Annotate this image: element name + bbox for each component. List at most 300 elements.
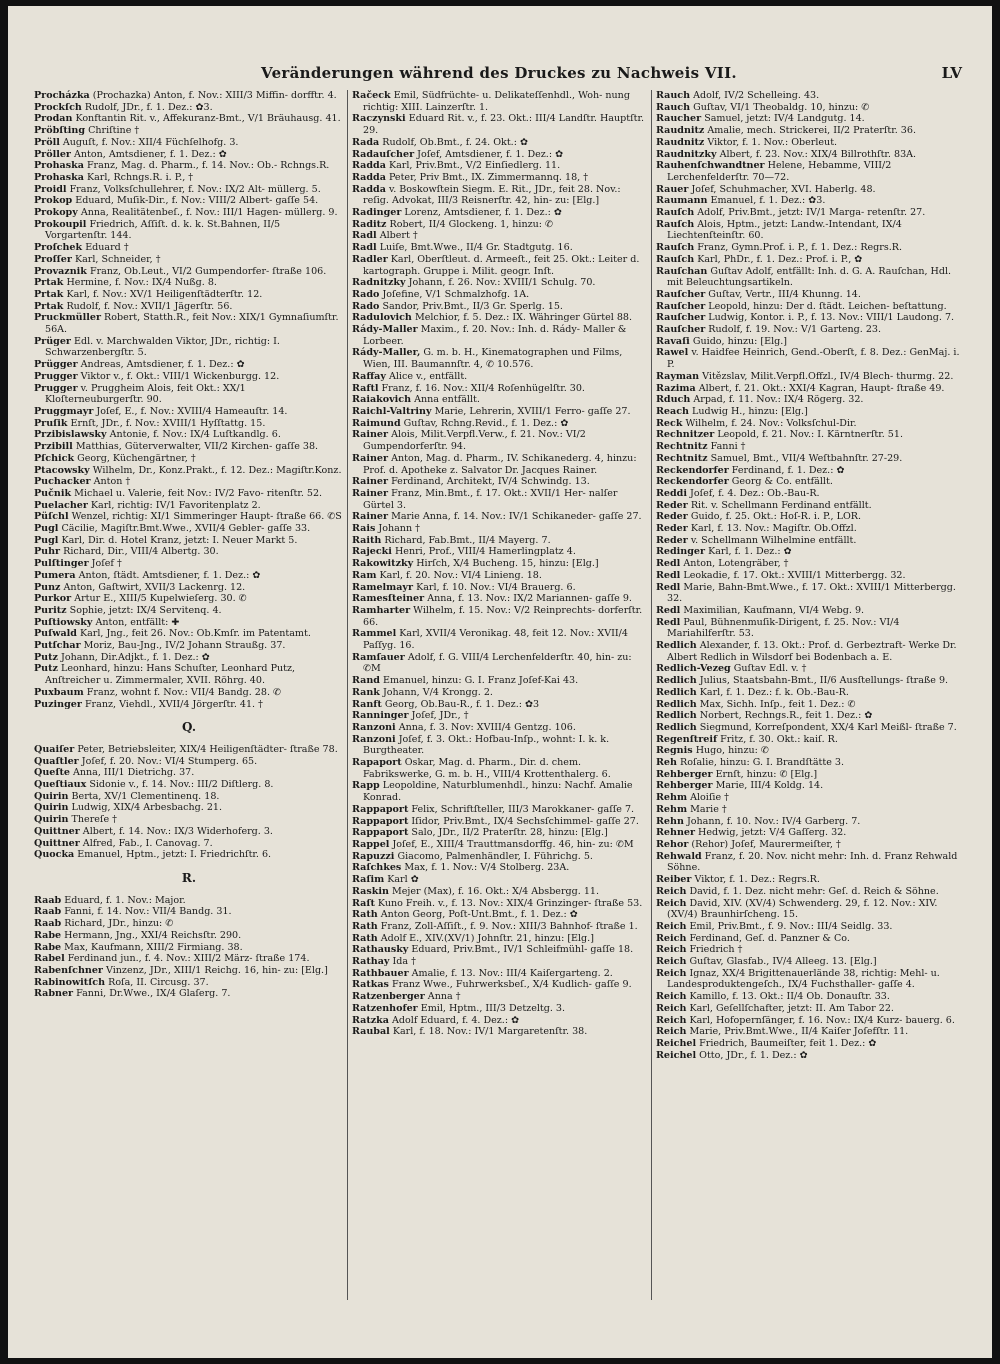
directory-entry bbox=[34, 942, 344, 954]
entry-surname: Prüger bbox=[34, 335, 71, 347]
entry-details: v. Schellmann Wilhelmine entfällt. bbox=[690, 534, 857, 546]
entry-surname: Reich bbox=[656, 967, 687, 979]
directory-entry bbox=[352, 780, 648, 803]
entry-surname: Reich bbox=[656, 991, 687, 1003]
entry-details: Franz, f. 20. Nov. nicht mehr: Inh. d. Franz Rehwald Söhne. bbox=[667, 850, 958, 874]
directory-entry bbox=[656, 710, 970, 722]
entry-surname: Rado bbox=[352, 288, 380, 300]
directory-entry bbox=[352, 347, 648, 370]
entry-details: Friedrich † bbox=[689, 944, 743, 956]
entry-surname: Radauſcher bbox=[352, 148, 415, 160]
directory-entry bbox=[34, 779, 344, 791]
directory-entry bbox=[34, 113, 344, 125]
entry-surname: Rauſch bbox=[656, 242, 695, 254]
directory-entry bbox=[34, 744, 344, 756]
entry-surname: Rainer bbox=[352, 452, 389, 464]
entry-details: Konftantin Rit. v., Affekuranz-Bmt., V/1 Bräuhausg. 41. bbox=[75, 113, 341, 125]
directory-entry bbox=[352, 839, 648, 851]
entry-surname: Reiber bbox=[656, 874, 692, 886]
entry-surname: Radulovich bbox=[352, 312, 412, 324]
directory-entry bbox=[352, 1026, 648, 1038]
entry-surname: Rehm bbox=[656, 792, 688, 804]
entry-details: Vitězslav, Milit.Verpfl.Offzl., IV/4 Blech- thurmg. 22. bbox=[702, 370, 954, 382]
entry-details: Leopold, hinzu: Der d. ſtädt. Leichen- beſtattung. bbox=[708, 300, 947, 312]
directory-entry bbox=[352, 242, 648, 254]
entry-details: Rit. v. Schellmann Ferdinand entfällt. bbox=[690, 499, 872, 511]
entry-details: Joſef, E., f. Nov.: XVIII/4 Hameauſtr. 14. bbox=[96, 405, 288, 417]
entry-details: Sidonie v., f. 14. Nov.: III/2 Diſtlerg. 8. bbox=[89, 779, 274, 791]
entry-surname: Pučnik bbox=[34, 487, 72, 499]
directory-entry bbox=[352, 558, 648, 570]
entry-details: Emil, Hptm., III/3 Detzeltg. 3. bbox=[420, 1002, 566, 1014]
entry-details: Max, Sichh. Inſp., feit 1. Dez.: ✆ bbox=[699, 698, 856, 710]
entry-details: Rudolf, JDr., f. 1. Dez.: ✿3. bbox=[84, 101, 213, 113]
entry-surname: Prokoupil bbox=[34, 218, 87, 230]
entry-surname: Rado bbox=[352, 300, 380, 312]
entry-surname: Prodan bbox=[34, 113, 73, 125]
entry-surname: Ramharter bbox=[352, 604, 411, 616]
section-heading: Q. bbox=[181, 720, 197, 735]
entry-surname: Ratzenberger bbox=[352, 991, 425, 1003]
entry-surname: Rand bbox=[352, 675, 380, 687]
directory-entry bbox=[656, 312, 970, 324]
entry-details: Mejer (Max), f. 16. Okt.: X/4 Absbergg. 11. bbox=[391, 885, 599, 897]
entry-details: (Rehor) Joſef, Maurermeiſter, † bbox=[691, 839, 841, 850]
directory-entry bbox=[352, 652, 648, 675]
entry-surname: Radda bbox=[352, 171, 386, 183]
directory-entry bbox=[34, 663, 344, 686]
directory-entry bbox=[352, 593, 648, 605]
directory-entry bbox=[656, 558, 970, 570]
entry-surname: Ramelmayr bbox=[352, 581, 414, 593]
entry-details: Robert, Statth.R., feit Nov.: XIX/1 Gymnaſiumſtr. 56A. bbox=[45, 312, 339, 336]
entry-surname: Rechnitzer bbox=[656, 429, 715, 441]
directory-entry bbox=[34, 570, 344, 582]
directory-entry bbox=[656, 254, 970, 266]
entry-surname: Quirin bbox=[34, 790, 69, 802]
entry-details: Hermine, f. Nov.: IX/4 Nußg. 8. bbox=[66, 277, 217, 289]
directory-entry bbox=[34, 535, 344, 547]
entry-surname: Regenſtreif bbox=[656, 733, 718, 745]
entry-details: Fritz, f. 30. Okt.: kaiſ. R. bbox=[720, 733, 838, 745]
entry-details: Anton, Lotengräber, † bbox=[683, 558, 789, 570]
directory-entry bbox=[34, 791, 344, 803]
directory-entry bbox=[34, 930, 344, 942]
entry-surname: Rainer bbox=[352, 487, 389, 499]
directory-entry bbox=[352, 149, 648, 161]
entry-surname: Pruckmüller bbox=[34, 312, 101, 324]
entry-details: Emanuel, Hptm., jetzt: I. Friedrichſtr. 6. bbox=[77, 849, 272, 861]
directory-entry bbox=[656, 429, 970, 441]
directory-entry bbox=[34, 826, 344, 838]
entry-surname: Rauſchan bbox=[656, 265, 708, 277]
entry-surname: Quittner bbox=[34, 825, 80, 837]
entry-details: Ludwig H., hinzu: [Elg.] bbox=[692, 405, 808, 417]
directory-entry bbox=[34, 699, 344, 711]
entry-surname: Rappaport bbox=[352, 803, 409, 815]
directory-entry bbox=[352, 312, 648, 324]
directory-entry bbox=[34, 160, 344, 172]
directory-entry bbox=[34, 429, 344, 441]
directory-entry bbox=[34, 895, 344, 907]
directory-entry bbox=[656, 851, 970, 874]
entry-details: Samuel, jetzt: IV/4 Landgutg. 14. bbox=[704, 113, 865, 125]
directory-entry bbox=[352, 874, 648, 886]
directory-entry bbox=[34, 125, 344, 137]
entry-surname: Redl bbox=[656, 604, 681, 616]
entry-details: Karl, f. Nov.: XV/1 Heiligenſtädterſtr. 12. bbox=[66, 288, 263, 300]
directory-entry bbox=[352, 219, 648, 231]
directory-entry bbox=[656, 523, 970, 535]
entry-surname: Raimund bbox=[352, 417, 401, 429]
directory-entry bbox=[656, 898, 970, 921]
entry-details: Joſef, Schuhmacher, XVI. Haberlg. 48. bbox=[691, 183, 876, 195]
entry-details: Maxim., f. 20. Nov.: Inh. d. Rády- Maller & Lorbeer. bbox=[363, 324, 627, 347]
directory-entry bbox=[352, 301, 648, 313]
directory-entry bbox=[34, 336, 344, 359]
entry-surname: Redlich bbox=[656, 686, 697, 698]
entry-details: Marie Anna, f. 14. Nov.: IV/1 Schikaneder- gaſſe 27. bbox=[391, 511, 642, 523]
entry-details: Thereſe † bbox=[71, 814, 117, 826]
entry-surname: Rauſcher bbox=[656, 288, 706, 300]
entry-details: Anton † bbox=[93, 476, 131, 488]
entry-details: Emanuel, f. 1. Dez.: ✿3. bbox=[710, 195, 826, 207]
directory-entry bbox=[352, 1003, 648, 1015]
directory-entry bbox=[656, 289, 970, 301]
directory-entry bbox=[352, 324, 648, 347]
entry-surname: Rath bbox=[352, 932, 378, 944]
entry-details: Arpad, f. 11. Nov.: IX/4 Rögerg. 32. bbox=[693, 394, 864, 406]
directory-entry bbox=[352, 734, 648, 757]
entry-details: Otto, JDr., f. 1. Dez.: ✿ bbox=[699, 1049, 808, 1061]
entry-details: Luiſe, Bmt.Wwe., II/4 Gr. Stadtgutg. 16. bbox=[379, 242, 573, 254]
entry-details: Karl, Dir. d. Hotel Kranz, jetzt: I. Neuer Markt 5. bbox=[61, 534, 298, 546]
entry-details: Michael u. Valerie, feit Nov.: IV/2 Favo- ritenſtr. 52. bbox=[74, 487, 323, 499]
entry-details: Sandor, Priv.Bmt., II/3 Gr. Sperlg. 15. bbox=[382, 300, 563, 312]
directory-entry bbox=[656, 1015, 970, 1027]
directory-entry bbox=[352, 909, 648, 921]
column-3 bbox=[656, 90, 970, 1352]
entry-details: Max, Kaufmann, XIII/2 Firmiang. 38. bbox=[64, 941, 243, 953]
entry-details: Marie, III/4 Koldg. 14. bbox=[715, 780, 824, 792]
directory-entry bbox=[34, 207, 344, 219]
directory-entry bbox=[352, 277, 648, 289]
entry-details: Franz, Volksſchullehrer, f. Nov.: IX/2 Alt- müllerg. 5. bbox=[69, 183, 321, 195]
entry-details: Wilhelm, f. 24. Nov.: Volksſchul-Dir. bbox=[685, 417, 857, 429]
entry-surname: Raab bbox=[34, 918, 62, 930]
entry-details: (Prochazka) Anton, f. Nov.: XIII/3 Miffin- dorfftr. 4. bbox=[92, 90, 337, 101]
entry-details: Auguſt, f. Nov.: XII/4 Füchſelhofg. 3. bbox=[62, 136, 239, 148]
directory-entry bbox=[656, 113, 970, 125]
entry-details: Andreas, Amtsdiener, f. 1. Dez.: ✿ bbox=[80, 359, 245, 371]
directory-entry bbox=[656, 874, 970, 886]
directory-entry bbox=[34, 617, 344, 629]
entry-surname: Rehn bbox=[656, 815, 684, 827]
entry-surname: Queſte bbox=[34, 767, 70, 779]
entry-details: Leokadie, f. 17. Okt.: XVIII/1 Mitterbergg. 32. bbox=[683, 569, 906, 581]
directory-entry bbox=[34, 977, 344, 989]
directory-entry bbox=[34, 277, 344, 289]
entry-details: Friedrich, Aſſiſt. d. k. k. St.Bahnen, II/5 Vorgartenſtr. 144. bbox=[45, 218, 281, 242]
column-rule bbox=[347, 90, 348, 1300]
directory-entry bbox=[34, 488, 344, 500]
directory-entry bbox=[34, 500, 344, 512]
entry-details: Johann, f. 26. Nov.: XVIII/1 Schulg. 70. bbox=[408, 277, 596, 289]
directory-entry bbox=[352, 898, 648, 910]
entry-details: Emanuel, hinzu: G. I. Franz Joſef-Kai 43. bbox=[383, 675, 579, 687]
directory-entry bbox=[656, 383, 970, 395]
entry-details: Chriſtine † bbox=[88, 125, 140, 137]
entry-surname: Radda bbox=[352, 160, 386, 172]
section-heading: R. bbox=[181, 871, 197, 885]
directory-entry bbox=[352, 699, 648, 711]
directory-entry bbox=[656, 745, 970, 757]
entry-surname: Raith bbox=[352, 534, 382, 546]
entry-surname: Redl bbox=[656, 581, 681, 593]
entry-surname: Reddi bbox=[656, 487, 687, 499]
directory-entry bbox=[352, 827, 648, 839]
entry-details: Anton, ſtädt. Amtsdiener, f. 1. Dez.: ✿ bbox=[78, 569, 261, 581]
entry-surname: Rabe bbox=[34, 941, 62, 953]
entry-details: Richard, Dir., VIII/4 Albertg. 30. bbox=[63, 546, 219, 558]
entry-details: Franz Wwe., Fuhrwerksbeſ., X/4 Kudlich- gaſſe 9. bbox=[391, 979, 632, 991]
entry-details: Guido, f. 25. Okt.: Hoſ-R. i. P., LOR. bbox=[690, 511, 862, 523]
directory-entry bbox=[352, 921, 648, 933]
entry-details: Franz, Gymn.Prof. i. P., f. 1. Dez.: Regrs.R. bbox=[697, 242, 902, 254]
entry-details: Emil, Priv.Bmt., f. 9. Nov.: III/4 Seidlg. 33. bbox=[689, 920, 893, 932]
entry-details: Samuel, Bmt., VII/4 Weſtbahnſtr. 27-29. bbox=[710, 452, 903, 464]
directory-entry bbox=[352, 605, 648, 628]
entry-surname: Prohaska bbox=[34, 171, 84, 183]
entry-details: Norbert, Rechngs.R., feit 1. Dez.: ✿ bbox=[699, 710, 873, 722]
entry-details: Joſefine, V/1 Schmalzhofg. 1A. bbox=[382, 288, 530, 300]
entry-details: Albert, f. 21. Okt.: XXI/4 Kagran, Haupt- ſtraße 49. bbox=[698, 382, 945, 394]
directory-entry bbox=[34, 906, 344, 918]
entry-surname: Rabinowitſch bbox=[34, 976, 106, 988]
directory-entry bbox=[656, 102, 970, 114]
entry-surname: Radinger bbox=[352, 207, 402, 219]
directory-entry bbox=[352, 956, 648, 968]
entry-surname: Redl bbox=[656, 569, 681, 581]
entry-details: Karl, Hofopernſänger, f. 16. Nov.: IX/4 Kurz- bauerg. 6. bbox=[689, 1014, 955, 1026]
entry-surname: Prohaska bbox=[34, 160, 84, 172]
entry-details: Franz, Viehdl., XVII/4 Jörgerſtr. 41. † bbox=[84, 698, 263, 710]
directory-entry bbox=[656, 582, 970, 605]
entry-surname: Rády-Maller bbox=[352, 324, 418, 336]
directory-entry bbox=[34, 254, 344, 266]
entry-surname: Redlich bbox=[656, 710, 697, 722]
entry-details: Anton, Amtsdiener, f. 1. Dez.: ✿ bbox=[73, 148, 227, 160]
entry-surname: Raab bbox=[34, 894, 62, 906]
directory-entry bbox=[352, 383, 648, 395]
directory-entry bbox=[34, 767, 344, 779]
entry-surname: Prügger bbox=[34, 359, 78, 371]
entry-details: Ernſt, hinzu: ✆ [Elg.] bbox=[715, 768, 818, 780]
entry-details: Kuno Freih. v., f. 13. Nov.: XIX/4 Grinzinger- ſtraße 53. bbox=[377, 897, 643, 909]
entry-details: Anton Georg, Poſt-Unt.Bmt., f. 1. Dez.: ✿ bbox=[380, 909, 578, 921]
entry-details: Guſtav Edl. v. † bbox=[733, 663, 807, 675]
entry-details: Karl, f. 13. Nov.: Magiſtr. Ob.Offzl. bbox=[690, 523, 857, 535]
entry-surname: Reich bbox=[656, 956, 687, 968]
entry-surname: Raskin bbox=[352, 885, 389, 897]
entry-surname: Puxbaum bbox=[34, 686, 84, 698]
entry-details: Karl ✿ bbox=[387, 874, 419, 886]
entry-surname: Redlich bbox=[656, 675, 697, 687]
directory-entry bbox=[34, 605, 344, 617]
entry-details: Robert, II/4 Glockeng. 1, hinzu: ✆ bbox=[389, 218, 554, 230]
entry-surname: Rabel bbox=[34, 953, 65, 965]
entry-details: Moriz, Bau-Jng., IV/2 Johann Straußg. 37. bbox=[83, 640, 286, 652]
entry-surname: Rehwald bbox=[656, 850, 702, 862]
directory-entry bbox=[656, 347, 970, 370]
entry-details: Ida † bbox=[392, 956, 416, 968]
entry-details: Maximilian, Kaufmann, VI/4 Webg. 9. bbox=[683, 604, 865, 616]
entry-surname: Rainer bbox=[352, 476, 389, 488]
directory-entry bbox=[34, 242, 344, 254]
directory-entry bbox=[352, 546, 648, 558]
directory-entry bbox=[34, 523, 344, 535]
entry-details: Vinzenz, JDr., XIII/1 Reichg. 16, hin- zu: [Elg.] bbox=[105, 964, 328, 976]
entry-details: Joſef, f. 3. Okt.: Hofbau-Inſp., wohnt: I. k. k. Burgtheater. bbox=[363, 733, 610, 757]
directory-entry bbox=[34, 289, 344, 301]
directory-entry bbox=[656, 160, 970, 183]
entry-surname: Reichel bbox=[656, 1049, 697, 1061]
entry-surname: Reich bbox=[656, 885, 687, 897]
entry-surname: Raditz bbox=[352, 218, 387, 230]
directory-entry bbox=[352, 968, 648, 980]
entry-surname: Puſtiowsky bbox=[34, 616, 93, 628]
entry-details: Eduard, Priv.Bmt., IV/1 Schleifmühl- gaſſe 18. bbox=[411, 944, 634, 956]
directory-entry bbox=[656, 488, 970, 500]
entry-details: Joſef, f. 20. Nov.: VI/4 Stumperg. 65. bbox=[81, 755, 258, 767]
entry-surname: Radda bbox=[352, 183, 386, 195]
entry-details: Oskar, Mag. d. Pharm., Dir. d. chem. Fabrikswerke, G. m. b. H., VIII/4 Krottenthalerg. 6. bbox=[363, 757, 611, 780]
entry-surname: Radnitzky bbox=[352, 277, 406, 289]
entry-surname: Reich bbox=[656, 932, 687, 944]
directory-entry bbox=[656, 324, 970, 336]
entry-surname: Rauch bbox=[656, 101, 691, 113]
directory-entry bbox=[656, 921, 970, 933]
entry-details: Johann, Dir.Adjkt., f. 1. Dez.: ✿ bbox=[61, 651, 210, 663]
entry-surname: Reder bbox=[656, 523, 688, 535]
directory-entry bbox=[352, 511, 648, 523]
entry-surname: Redl bbox=[656, 616, 681, 628]
entry-surname: Przibislawsky bbox=[34, 429, 107, 441]
directory-entry bbox=[656, 570, 970, 582]
entry-surname: Prugger bbox=[34, 382, 78, 394]
entry-details: Ferdinand, f. 1. Dez.: ✿ bbox=[731, 464, 845, 476]
directory-entry bbox=[34, 406, 344, 418]
entry-surname: Rabe bbox=[34, 929, 62, 941]
directory-entry bbox=[352, 160, 648, 172]
directory-entry bbox=[352, 675, 648, 687]
entry-surname: Redlich-Vezeg bbox=[656, 663, 731, 675]
directory-entry bbox=[656, 956, 970, 968]
entry-details: Leonhard, hinzu: Hans Schuſter, Leonhard Putz, Anſtreicher u. Zimmermaler, XVII. Röhrg. 40. bbox=[45, 663, 296, 687]
directory-entry bbox=[656, 476, 970, 488]
entry-details: Karl, Schneider, † bbox=[74, 253, 161, 265]
entry-details: Julius, Staatsbahn-Bmt., II/6 Ausſtellungs- ſtraße 9. bbox=[699, 675, 949, 687]
entry-surname: Reich bbox=[656, 1026, 687, 1038]
entry-surname: Rais bbox=[352, 523, 376, 535]
entry-surname: Quaiſer bbox=[34, 743, 75, 755]
entry-details: Eduard † bbox=[85, 242, 129, 254]
entry-details: Guſtav, VI/1 Theobaldg. 10, hinzu: ✆ bbox=[693, 101, 870, 113]
entry-surname: Rabner bbox=[34, 988, 74, 1000]
entry-surname: Reckendorfer bbox=[656, 464, 729, 476]
directory-entry bbox=[34, 465, 344, 477]
entry-surname: Rauſcher bbox=[656, 324, 706, 336]
entry-details: David, f. 1. Dez. nicht mehr: Geſ. d. Reich & Söhne. bbox=[689, 885, 939, 897]
entry-details: Guſtav, Rchng.Revid., f. 1. Dez.: ✿ bbox=[403, 417, 569, 429]
entry-surname: Reichel bbox=[656, 1037, 697, 1049]
entry-details: Marie, Priv.Bmt.Wwe., II/4 Kaiſer Joſefſtr. 11. bbox=[689, 1026, 909, 1038]
directory-entry bbox=[34, 849, 344, 861]
entry-details: Wilhelm, Dr., Konz.Prakt., f. 12. Dez.: Magiſtr.Konz. bbox=[92, 464, 342, 476]
entry-surname: Reich bbox=[656, 944, 687, 956]
directory-entry bbox=[656, 792, 970, 804]
page-number: LV bbox=[941, 64, 962, 82]
entry-surname: Rehm bbox=[656, 803, 688, 815]
entry-details: Adolf E., XIV.(XV/1) Johnſtr. 21, hinzu: [Elg.] bbox=[380, 932, 594, 944]
entry-details: Joſef, Amtsdiener, f. 1. Dez.: ✿ bbox=[417, 148, 564, 160]
entry-surname: Pulſtinger bbox=[34, 558, 89, 570]
directory-entry bbox=[656, 453, 970, 465]
entry-surname: Pröll bbox=[34, 136, 60, 148]
entry-details: Henri, Prof., VIII/4 Hamerlingplatz 4. bbox=[394, 546, 576, 558]
entry-details: Anton, Mag. d. Pharm., IV. Schikanederg. 4, hinzu: Prof. d. Apotheke z. Salvator Dr. Jacques Rainer. bbox=[363, 452, 637, 476]
entry-surname: Ranzoni bbox=[352, 733, 396, 745]
entry-details: Anna entfällt. bbox=[414, 394, 480, 406]
entry-details: Albert † bbox=[379, 230, 418, 242]
entry-surname: Pumera bbox=[34, 569, 76, 581]
entry-surname: Rath bbox=[352, 920, 378, 932]
entry-surname: Prockſch bbox=[34, 101, 82, 113]
entry-details: Viktor, f. 1. Nov.: Oberleut. bbox=[707, 136, 838, 148]
entry-details: Georg, Küchengärtner, † bbox=[77, 452, 196, 464]
directory-entry bbox=[656, 511, 970, 523]
column-1 bbox=[34, 90, 344, 1352]
directory-entry bbox=[352, 406, 648, 418]
entry-surname: Ranninger bbox=[352, 710, 409, 722]
entry-surname: Rauſch bbox=[656, 207, 695, 219]
entry-surname: Rehor bbox=[656, 839, 689, 850]
entry-surname: Rainer bbox=[352, 429, 389, 441]
directory-entry bbox=[352, 944, 648, 956]
entry-surname: Radl bbox=[352, 242, 377, 254]
entry-surname: Proſchek bbox=[34, 242, 83, 254]
entry-surname: Raudnitzky bbox=[656, 148, 717, 160]
entry-details: Emil, Südfrüchte- u. Delikateſſenhdl., Woh- nung richtig: XIII. Lainzerſtr. 1. bbox=[363, 90, 630, 113]
entry-surname: Raſchkes bbox=[352, 862, 402, 874]
entry-details: Fanni, Dr.Wwe., IX/4 Glaſerg. 7. bbox=[76, 988, 231, 1000]
directory-page bbox=[8, 6, 992, 1358]
entry-surname: Raiakovich bbox=[352, 394, 412, 406]
entry-details: Karl, XVII/4 Veronikag. 48, feit 12. Nov.: XVII/4 Paſſyg. 16. bbox=[363, 628, 628, 652]
directory-entry bbox=[656, 1026, 970, 1038]
entry-details: Amalie, mech. Strickerei, II/2 Praterſtr. 36. bbox=[707, 125, 916, 137]
entry-surname: Razima bbox=[656, 382, 696, 394]
directory-entry bbox=[34, 90, 344, 102]
entry-surname: Raczynski bbox=[352, 113, 406, 125]
directory-entry bbox=[34, 453, 344, 465]
entry-surname: Ptacowsky bbox=[34, 464, 90, 476]
entry-surname: Puzinger bbox=[34, 698, 82, 710]
page-header bbox=[36, 64, 962, 86]
directory-entry bbox=[352, 722, 648, 734]
entry-details: Roſa, II. Circusg. 37. bbox=[108, 976, 209, 988]
entry-details: Ferdinand jun., f. 4. Nov.: XIII/2 März- ſtraße 174. bbox=[67, 953, 310, 965]
